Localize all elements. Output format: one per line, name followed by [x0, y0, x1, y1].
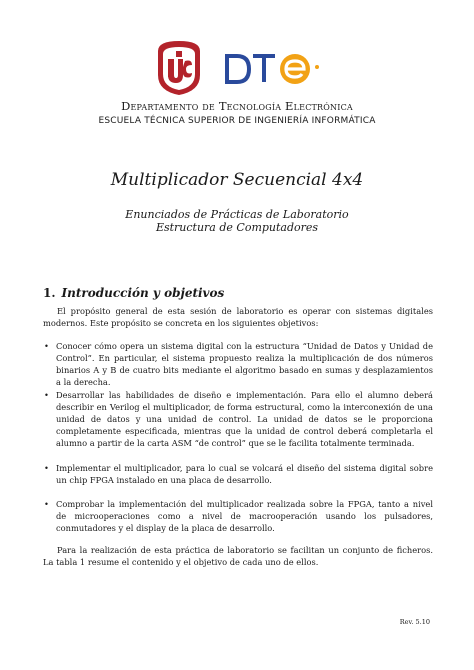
objective-item [44, 462, 433, 486]
bullet-icon: • [44, 341, 49, 351]
subtitle-line-2: Estructura de Computadores [155, 221, 319, 234]
section-title: Introducción y objetivos [61, 286, 225, 300]
subtitle-line-1: Enunciados de Prácticas de Laboratorio [125, 208, 349, 221]
bullet-icon: • [44, 390, 49, 400]
objective-text: Comprobar la implementación del multiplicador realizada sobre la FPGA, tanto a nivel de microoperaciones como a nivel de macrooperación usando los pulsadores, conmutadores y el display de la placa de desarrollo. [56, 499, 433, 533]
section-heading [43, 286, 224, 300]
dte-logo [225, 52, 333, 86]
bullet-icon: • [44, 463, 49, 473]
objective-text: Conocer cómo opera un sistema digital con la estructura “Unidad de Datos y Unidad de Control”. En particular, el sistema propuesto realiza la multiplicación de dos números binarios A y B de cuatro bits mediante el algoritmo basado en sumas y desplazamientos a la derecha. [56, 341, 433, 387]
university-seal-logo [152, 37, 206, 97]
revision-footer: Rev. 5.10 [399, 618, 430, 626]
department-heading: Departamento de Tecnología Electrónica [121, 99, 353, 113]
objective-item [44, 340, 433, 388]
objective-text: Desarrollar las habilidades de diseño e implementación. Para ello el alumno deberá describir en Verilog el multiplicador, de forma estructural, como la interconexión de una unidad de datos y una unidad de control. La unidad de datos se le proporciona completamente especificada, mientras que la unidad de control deberá completarla el alumno a partir de la carta ASM “de control” que se le facilita totalmente terminada. [56, 390, 433, 448]
document-title: Multiplicador Secuencial 4x4 [110, 170, 364, 190]
closing-paragraph: Para la realización de esta práctica de laboratorio se facilitan un conjunto de ficheros. La tabla 1 resume el contenido y el objetivo de cada uno de ellos. [43, 545, 433, 567]
intro-paragraph: El propósito general de esta sesión de laboratorio es operar con sistemas digitales modernos. Este propósito se concreta en los siguientes objetivos: [43, 306, 433, 328]
bullet-icon: • [44, 499, 49, 509]
school-heading: ESCUELA TÉCNICA SUPERIOR DE INGENIERÍA INFORMÁTICA [98, 116, 376, 126]
objective-text: Implementar el multiplicador, para lo cual se volcará el diseño del sistema digital sobre un chip FPGA instalado en una placa de desarrollo. [56, 463, 433, 485]
objective-item [44, 389, 433, 449]
section-number: 1. [43, 286, 56, 300]
objective-item [44, 498, 433, 534]
